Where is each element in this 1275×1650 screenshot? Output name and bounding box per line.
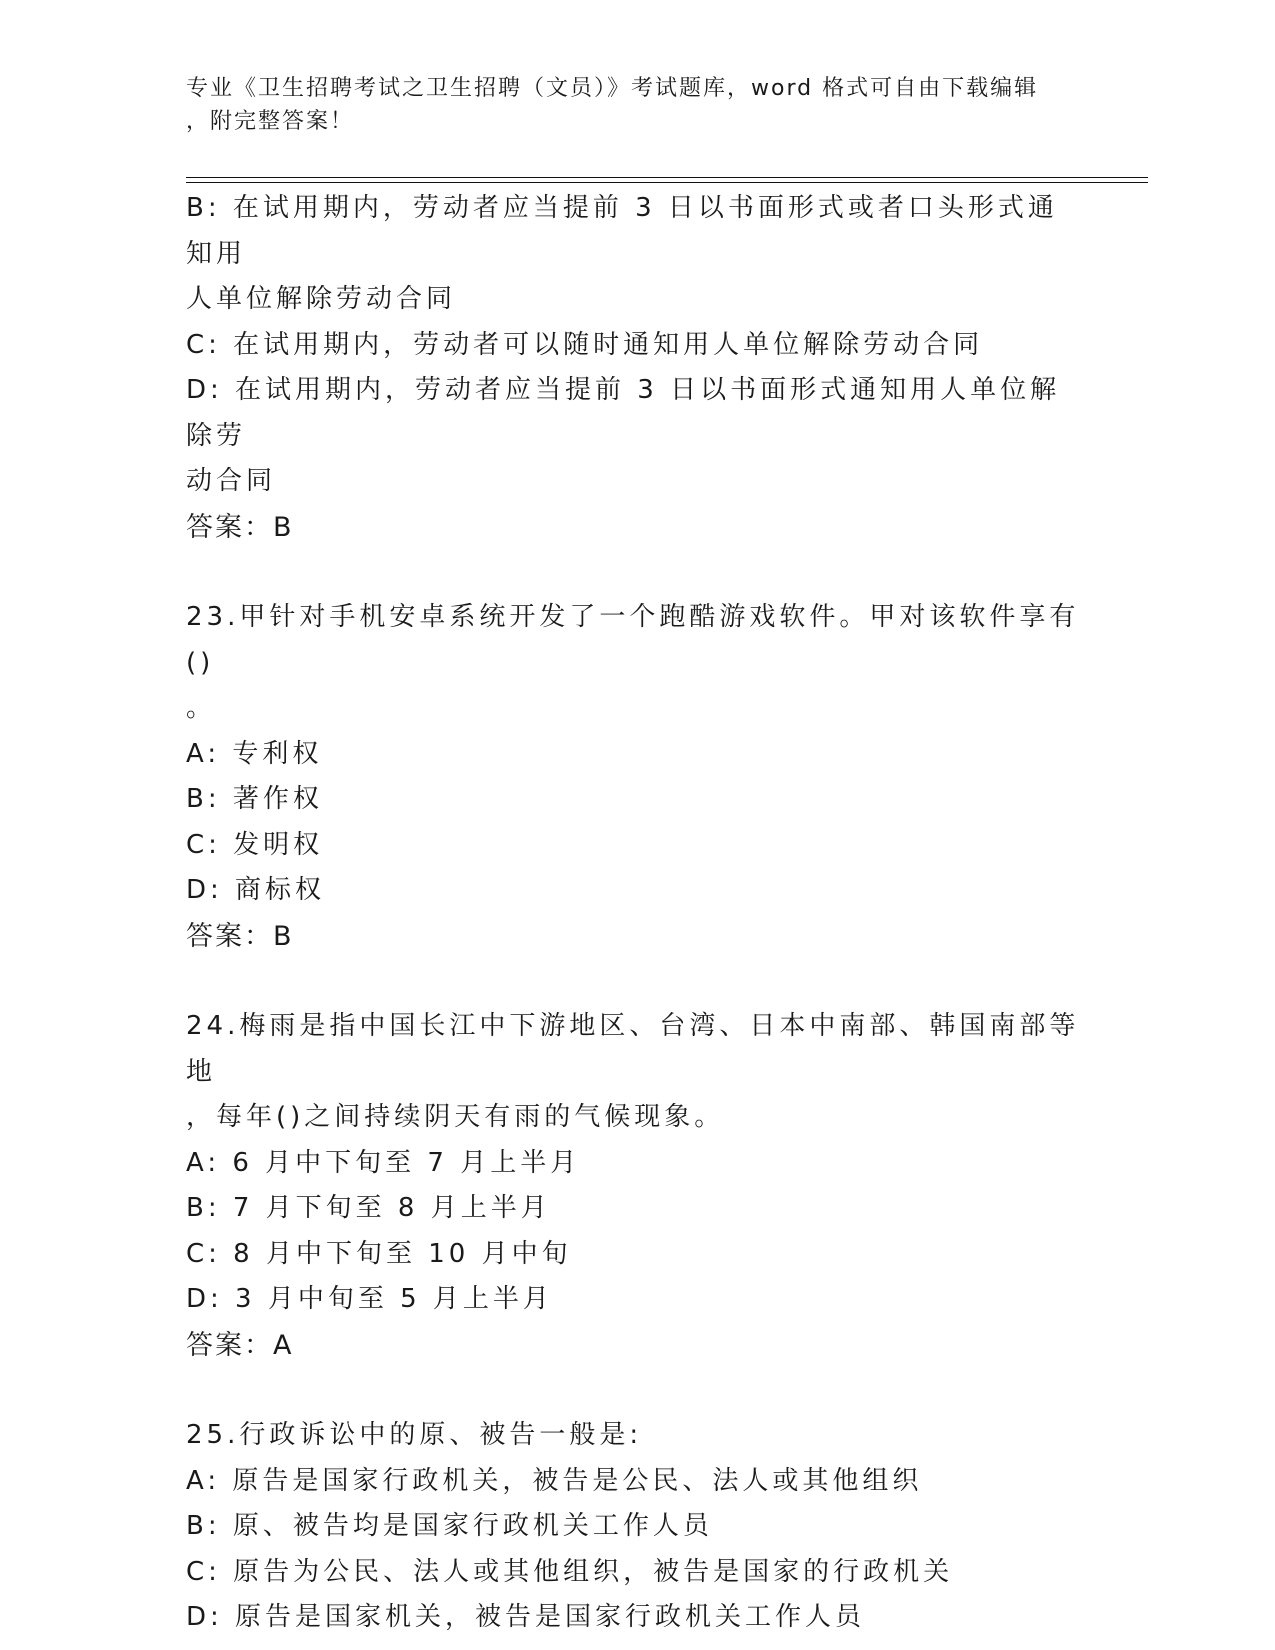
question-stem-line-1: 24.梅雨是指中国长江中下游地区、台湾、日本中南部、韩国南部等地 [186, 1011, 1080, 1087]
option-d-line-2: 动合同 [186, 466, 277, 496]
option-b: B: 著作权 [186, 784, 323, 814]
question-list [186, 186, 1086, 1641]
option-d: D: 原告是国家机关，被告是国家行政机关工作人员 [186, 1602, 866, 1632]
option-c: C: 发明权 [186, 829, 324, 860]
question-stem: 25.行政诉讼中的原、被告一般是: [186, 1420, 643, 1450]
header-line-2: ，附完整答案！ [186, 109, 355, 134]
spacer [186, 959, 1086, 1004]
question-stem-line-1: 23.甲针对手机安卓系统开发了一个跑酷游戏软件。甲对该软件享有() [186, 602, 1080, 678]
option-d: D: 商标权 [186, 875, 326, 905]
page-header [186, 72, 1066, 138]
option-c: C: 在试用期内，劳动者可以随时通知用人单位解除劳动合同 [186, 329, 984, 360]
option-a: A: 原告是国家行政机关，被告是公民、法人或其他组织 [186, 1465, 923, 1496]
question-stem-line-2: ，每年()之间持续阴天有雨的气候现象。 [186, 1102, 725, 1132]
question-22-tail [186, 186, 1086, 550]
question-23 [186, 595, 1086, 959]
question-stem-line-2: 。 [186, 693, 217, 723]
header-line-1: 专业《卫生招聘考试之卫生招聘（文员）》考试题库，word 格式可自由下载编辑 [186, 76, 1039, 101]
answer: 答案：B [186, 511, 294, 543]
option-c: C: 8 月中下旬至 10 月中旬 [186, 1238, 572, 1269]
option-d: D: 3 月中旬至 5 月上半月 [186, 1284, 553, 1314]
header-divider-top [186, 177, 1148, 178]
option-a: A: 6 月中下旬至 7 月上半月 [186, 1147, 581, 1178]
header-divider-bottom [186, 182, 1148, 183]
option-d-line-1: D: 在试用期内，劳动者应当提前 3 日以书面形式通知用人单位解除劳 [186, 375, 1061, 451]
spacer [186, 550, 1086, 595]
option-b-line-1: B: 在试用期内，劳动者应当提前 3 日以书面形式或者口头形式通知用 [186, 193, 1058, 269]
question-25 [186, 1413, 1086, 1641]
option-b: B: 7 月下旬至 8 月上半月 [186, 1193, 551, 1223]
option-c: C: 原告为公民、法人或其他组织，被告是国家的行政机关 [186, 1556, 954, 1587]
option-b-line-2: 人单位解除劳动合同 [186, 284, 457, 314]
answer: 答案：B [186, 920, 294, 952]
option-b: B: 原、被告均是国家行政机关工作人员 [186, 1511, 713, 1541]
option-a: A: 专利权 [186, 738, 323, 769]
question-24 [186, 1004, 1086, 1368]
spacer [186, 1368, 1086, 1413]
answer: 答案：A [186, 1329, 294, 1361]
